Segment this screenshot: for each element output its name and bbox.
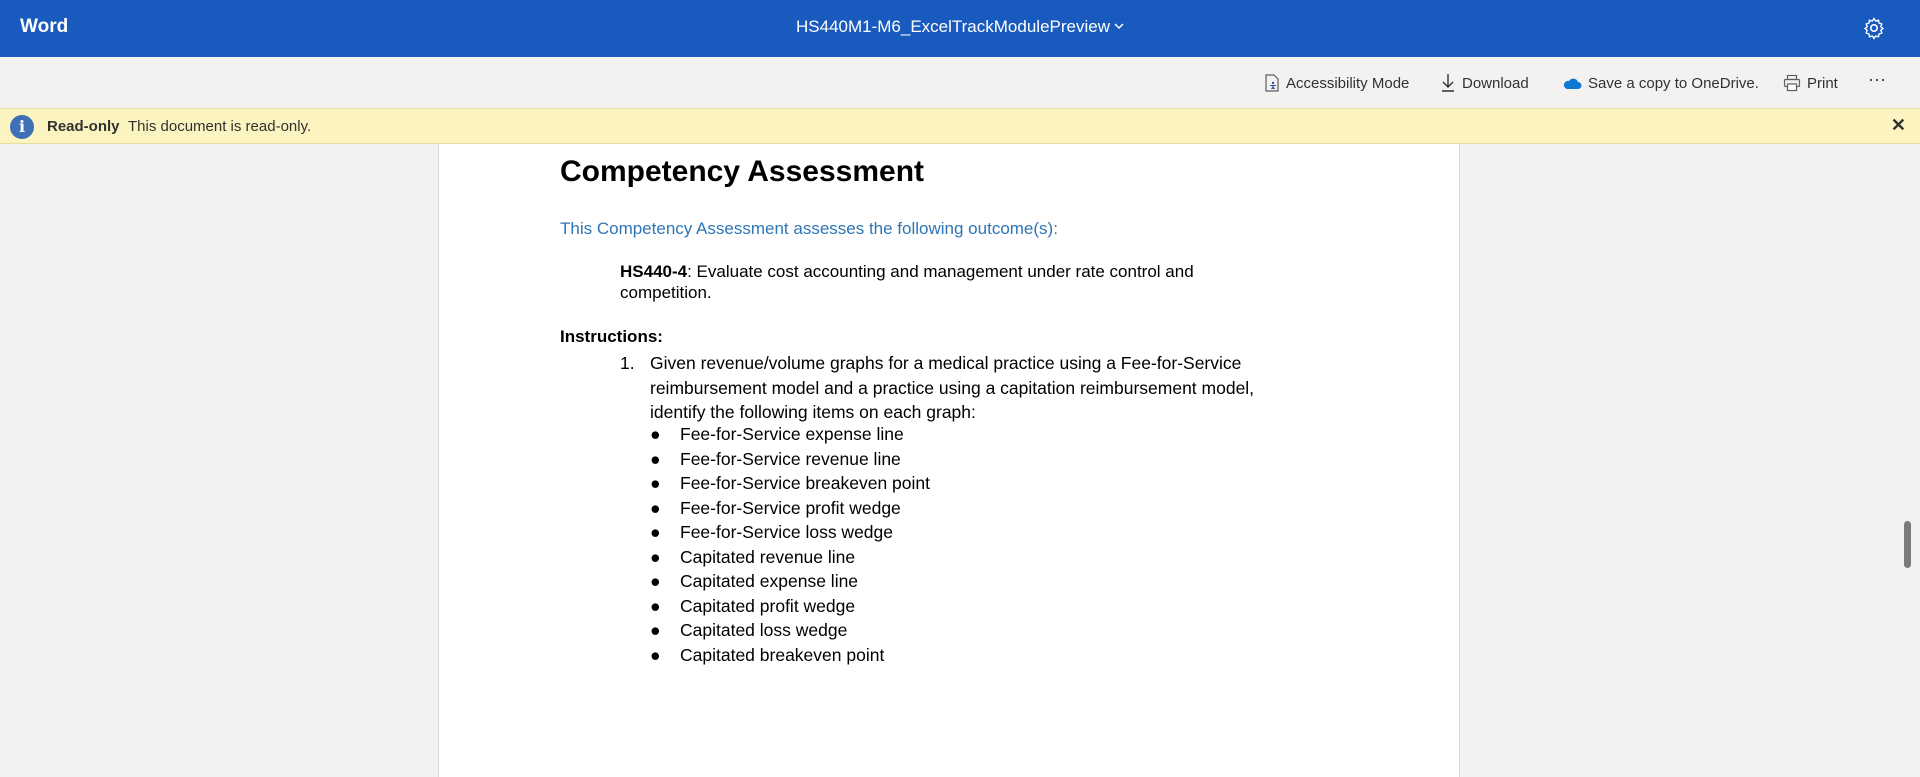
save-to-onedrive-label: Save a copy to OneDrive. — [1588, 74, 1759, 92]
document-canvas[interactable] — [0, 144, 1920, 777]
accessibility-icon — [1264, 74, 1280, 92]
document-heading: Competency Assessment — [560, 155, 925, 188]
outcome-paragraph — [620, 261, 1280, 303]
bullet-dot: ● — [650, 473, 661, 493]
list-item-text: Capitated profit wedge — [680, 595, 856, 616]
list-item-text: Fee-for-Service profit wedge — [680, 497, 901, 518]
bullet-dot: ● — [650, 522, 661, 542]
gear-icon[interactable] — [1862, 16, 1886, 40]
accessibility-mode-label: Accessibility Mode — [1286, 74, 1410, 92]
print-button[interactable] — [1783, 73, 1838, 93]
print-label: Print — [1807, 74, 1838, 92]
title-bar — [0, 0, 1920, 57]
chevron-down-icon[interactable] — [1114, 19, 1124, 33]
intro-paragraph: This Competency Assessment assesses the following outcome(s): — [560, 219, 1058, 238]
bullet-dot: ● — [650, 424, 661, 444]
bullet-dot: ● — [650, 497, 661, 518]
read-only-banner — [0, 108, 1920, 144]
read-only-message: This document is read-only. — [128, 118, 312, 135]
list-item-text: Fee-for-Service expense line — [680, 424, 904, 444]
instructions-label: Instructions: — [560, 327, 663, 346]
save-to-onedrive-button[interactable] — [1562, 73, 1759, 93]
document-title[interactable] — [0, 17, 1920, 37]
list-item-text: Fee-for-Service breakeven point — [680, 473, 930, 493]
list-item-text: Capitated revenue line — [680, 546, 856, 567]
bullet-dot: ● — [650, 644, 661, 665]
list-item-text: Capitated breakeven point — [680, 644, 885, 665]
close-icon[interactable]: ✕ — [1890, 115, 1906, 135]
printer-icon — [1783, 74, 1801, 92]
vertical-scrollbar-thumb[interactable] — [1904, 521, 1911, 568]
bullet-dot: ● — [650, 620, 661, 640]
more-options-icon[interactable]: ··· — [1868, 68, 1886, 89]
download-button[interactable] — [1440, 73, 1529, 93]
bullet-dot: ● — [650, 448, 661, 469]
outcome-text: : Evaluate cost accounting and management under rate control and competition. — [620, 262, 1194, 302]
list-item-text: Fee-for-Service loss wedge — [680, 522, 893, 542]
bullet-dot: ● — [650, 571, 661, 591]
document-title-text[interactable]: HS440M1-M6_ExcelTrackModulePreview — [796, 17, 1110, 36]
download-label: Download — [1462, 74, 1529, 92]
step-text: Given revenue/volume graphs for a medical practice using a Fee-for-Service reimbursement model and a practice using a capitation reimbursement model, identify the following items on each graph: — [650, 353, 1255, 422]
document-page[interactable] — [438, 144, 1460, 777]
list-item-text: Fee-for-Service revenue line — [680, 448, 901, 469]
toolbar — [0, 57, 1920, 108]
download-icon — [1440, 73, 1456, 93]
read-only-label: Read-only — [47, 118, 120, 135]
onedrive-cloud-icon — [1562, 77, 1582, 90]
bullet-dot: ● — [650, 546, 661, 567]
list-item-text: Capitated expense line — [680, 571, 859, 591]
info-icon: i — [10, 115, 34, 139]
outcome-code: HS440-4 — [620, 262, 688, 281]
app-name[interactable]: Word — [20, 16, 69, 37]
list-item-text: Capitated loss wedge — [680, 620, 848, 640]
bullet-dot: ● — [650, 595, 661, 616]
accessibility-mode-button[interactable] — [1264, 73, 1409, 93]
more-options-button[interactable] — [1868, 69, 1886, 89]
step-number: 1. — [620, 353, 635, 373]
